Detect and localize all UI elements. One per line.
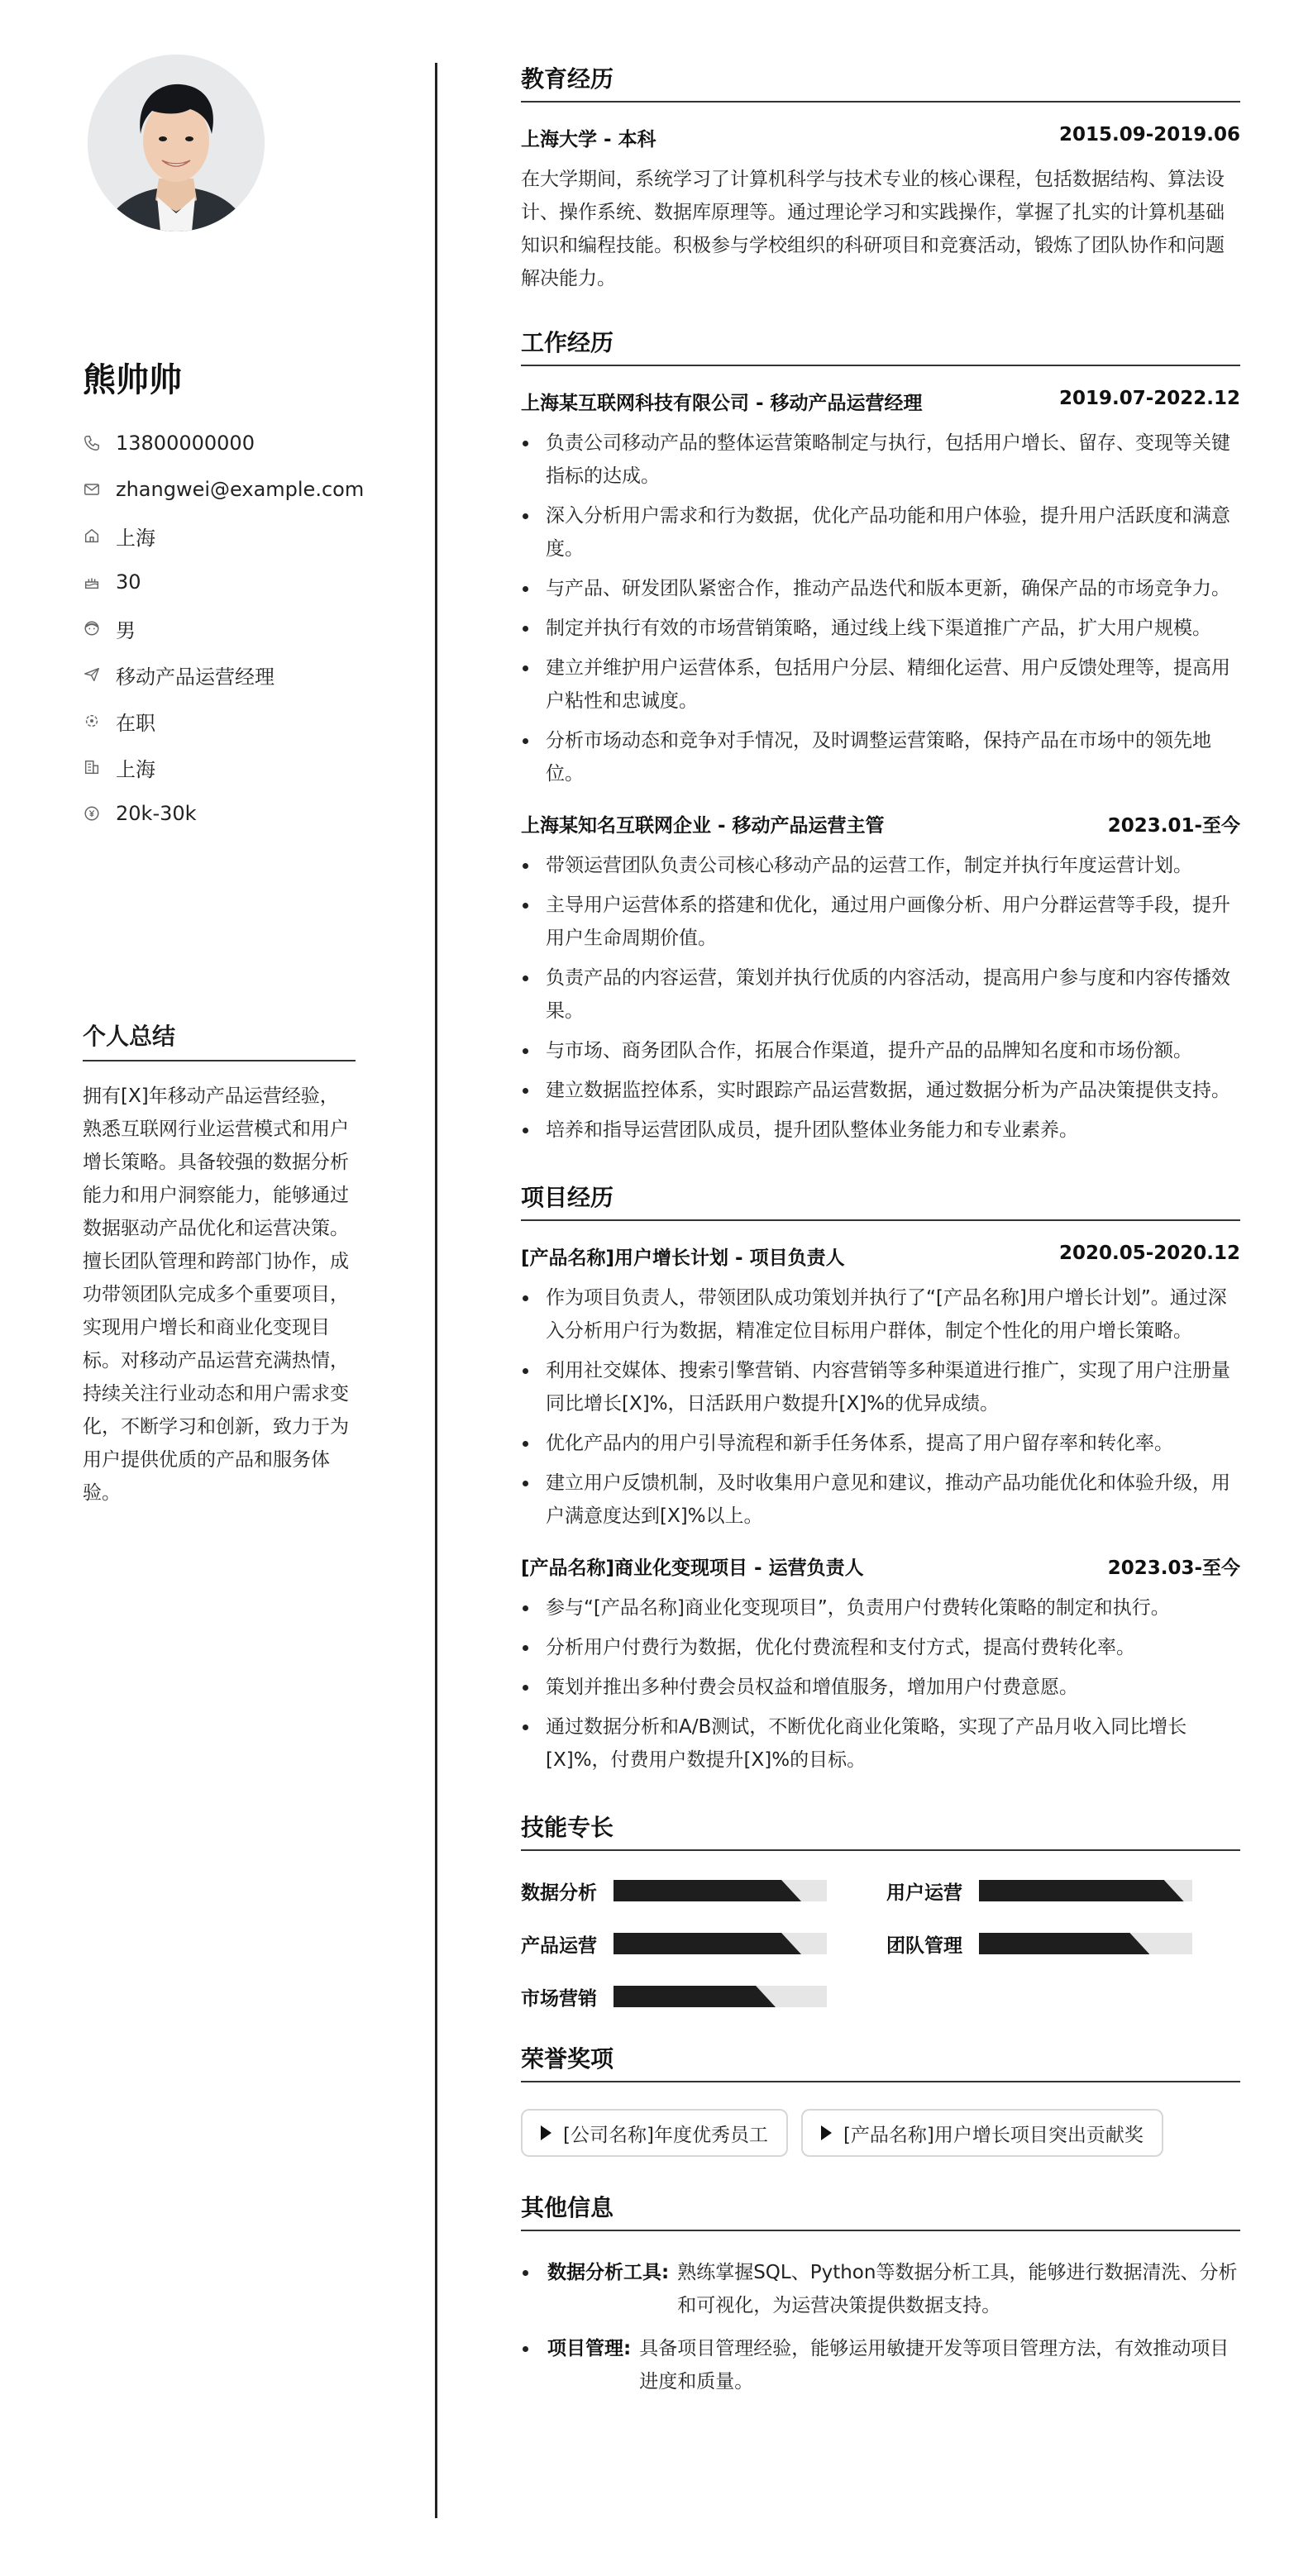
list-item: 建立并维护用户运营体系，包括用户分层、精细化运营、用户反馈处理等，提高用户粘性和忠诚度。 <box>521 651 1240 718</box>
other-text: 熟练掌握SQL、Python等数据分析工具，能够进行数据清洗、分析和可视化，为运营决策提供数据支持。 <box>677 2262 1238 2316</box>
skill-bar <box>614 1986 827 2007</box>
education-section <box>521 61 1240 295</box>
list-item: 主导用户运营体系的搭建和优化，通过用户画像分析、用户分群运营等手段，提升用户生命周期价值。 <box>521 889 1240 955</box>
skill-bar <box>979 1933 1192 1954</box>
skill-item <box>886 1929 1240 1958</box>
list-item: 负责产品的内容运营，策划并执行优质的内容活动，提高用户参与度和内容传播效果。 <box>521 961 1240 1028</box>
job-duties <box>521 849 1240 1147</box>
skills-section <box>521 1810 1240 2011</box>
list-item <box>521 2256 1240 2322</box>
contact-info-list <box>83 420 430 837</box>
skill-bar <box>614 1933 827 1954</box>
summary-text: 拥有[X]年移动产品运营经验，熟悉互联网行业运营模式和用户增长策略。具备较强的数据分析能力和用户洞察能力，能够通过数据驱动产品优化和运营决策。擅长团队管理和跨部门协作，成功带领团队完成多个重要项目，实现用户增长和商业化变现目标。对移动产品运营充满热情，持续关注行业动态和用户需求变化，不断学习和创新，致力于为用户提供优质的产品和服务体验。 <box>83 1085 349 1504</box>
other-text: 具备项目管理经验，能够运用敏捷开发等项目管理方法，有效推动项目进度和质量。 <box>639 2338 1229 2392</box>
list-item <box>521 2332 1240 2398</box>
skill-name: 产品运营 <box>521 1934 597 1957</box>
info-position <box>83 651 430 698</box>
education-header <box>521 124 1240 151</box>
honors-section <box>521 2041 1240 2157</box>
project-items <box>521 1281 1240 1533</box>
skill-name: 数据分析 <box>521 1882 597 1904</box>
skill-bar-fill <box>614 1986 776 2007</box>
list-item: 分析用户付费行为数据，优化付费流程和支付方式，提高付费转化率。 <box>521 1631 1240 1664</box>
list-item: 作为项目负责人，带领团队成功策划并执行了“[产品名称]用户增长计划”。通过深入分析用户行为数据，精准定位目标用户群体，制定个性化的用户增长策略。 <box>521 1281 1240 1348</box>
skill-bar <box>979 1880 1192 1901</box>
list-item: 深入分析用户需求和行为数据，优化产品功能和用户体验，提升用户活跃度和满意度。 <box>521 499 1240 565</box>
other-section <box>521 2190 1240 2398</box>
project-items <box>521 1591 1240 1777</box>
project-date: 2023.03-至今 <box>1107 1558 1240 1579</box>
info-text: zhangwei@example.com <box>116 478 365 501</box>
skill-name: 用户运营 <box>886 1882 962 1904</box>
list-item: 建立用户反馈机制，及时收集用户意见和建议，推动产品功能优化和体验升级，用户满意度达到[X]%以上。 <box>521 1467 1240 1533</box>
mail-icon <box>83 480 101 499</box>
work-section <box>521 325 1240 1147</box>
home-icon <box>83 527 101 545</box>
skill-item <box>886 1876 1240 1906</box>
skill-bar-fill <box>614 1880 801 1901</box>
info-location <box>83 513 430 559</box>
phone-icon <box>83 434 101 452</box>
other-title: 其他信息 <box>521 2190 1240 2231</box>
avatar <box>88 55 265 231</box>
summary-title: 个人总结 <box>83 1018 356 1061</box>
award-label: [公司名称]年度优秀员工 <box>563 2124 768 2146</box>
project-title: [产品名称]用户增长计划 - 项目负责人 <box>521 1247 845 1269</box>
info-text: 20k-30k <box>116 802 197 825</box>
person-name: 熊帅帅 <box>83 361 182 399</box>
list-item: 参与“[产品名称]商业化变现项目”，负责用户付费转化策略的制定和执行。 <box>521 1591 1240 1624</box>
education-description: 在大学期间，系统学习了计算机科学与技术专业的核心课程，包括数据结构、算法设计、操作系统、数据库原理等。通过理论学习和实践操作，掌握了扎实的计算机基础知识和编程技能。积极参与学校组织的科研项目和竞赛活动，锻炼了团队协作和问题解决能力。 <box>521 169 1225 289</box>
job-title: 上海某知名互联网企业 - 移动产品运营主管 <box>521 815 885 837</box>
education-school: 上海大学 - 本科 <box>521 129 656 150</box>
status-icon <box>83 712 101 730</box>
skill-bar-fill <box>979 1880 1184 1901</box>
skill-bar <box>614 1880 827 1901</box>
project-header <box>521 1553 1240 1580</box>
info-status <box>83 698 430 744</box>
list-item: 与产品、研发团队紧密合作，推动产品迭代和版本更新，确保产品的市场竞争力。 <box>521 572 1240 605</box>
project-header <box>521 1243 1240 1270</box>
work-title: 工作经历 <box>521 325 1240 366</box>
info-text: 上海 <box>116 757 155 781</box>
list-item: 优化产品内的用户引导流程和新手任务体系，提高了用户留存率和转化率。 <box>521 1427 1240 1460</box>
info-age <box>83 559 430 605</box>
list-item: 带领运营团队负责公司核心移动产品的运营工作，制定并执行年度运营计划。 <box>521 849 1240 882</box>
info-email <box>83 466 430 513</box>
education-title: 教育经历 <box>521 61 1240 103</box>
cake-icon <box>83 573 101 591</box>
info-phone <box>83 420 430 466</box>
skill-bar-fill <box>979 1933 1149 1954</box>
building-icon <box>83 758 101 776</box>
list-item: 分析市场动态和竞争对手情况，及时调整运营策略，保持产品在市场中的领先地位。 <box>521 724 1240 790</box>
award-label: [产品名称]用户增长项目突出贡献奖 <box>843 2124 1144 2146</box>
skill-item <box>521 1929 886 1958</box>
job-header <box>521 388 1240 415</box>
project-title: [产品名称]商业化变现项目 - 运营负责人 <box>521 1558 864 1579</box>
info-gender <box>83 605 430 651</box>
column-divider <box>435 63 437 2518</box>
info-text: 上海 <box>116 526 155 550</box>
info-target-city <box>83 744 430 790</box>
skill-bar-fill <box>614 1933 801 1954</box>
list-item: 策划并推出多种付费会员权益和增值服务，增加用户付费意愿。 <box>521 1671 1240 1704</box>
job-date: 2019.07-2022.12 <box>1058 388 1240 409</box>
list-item: 与市场、商务团队合作，拓展合作渠道，提升产品的品牌知名度和市场份额。 <box>521 1034 1240 1067</box>
list-item: 建立数据监控体系，实时跟踪产品运营数据，通过数据分析为产品决策提供支持。 <box>521 1074 1240 1107</box>
avatar-portrait-icon <box>88 55 265 231</box>
other-list <box>521 2256 1240 2398</box>
play-icon <box>821 2125 832 2140</box>
skill-name: 团队管理 <box>886 1934 962 1957</box>
skills-grid <box>521 1876 1240 2011</box>
send-icon <box>83 665 101 684</box>
info-text: 13800000000 <box>116 432 255 455</box>
other-label: 数据分析工具: <box>547 2262 670 2283</box>
job-title: 上海某互联网科技有限公司 - 移动产品运营经理 <box>521 393 923 414</box>
info-text: 30 <box>116 570 141 594</box>
projects-title: 项目经历 <box>521 1180 1240 1221</box>
project-date: 2020.05-2020.12 <box>1058 1243 1240 1264</box>
job-date: 2023.01-至今 <box>1107 815 1240 837</box>
job-duties <box>521 427 1240 790</box>
job-header <box>521 810 1240 837</box>
skill-item <box>521 1982 886 2011</box>
list-item: 培养和指导运营团队成员，提升团队整体业务能力和专业素养。 <box>521 1114 1240 1147</box>
list-item: 通过数据分析和A/B测试，不断优化商业化策略，实现了产品月收入同比增长[X]%，付费用户数提升[X]%的目标。 <box>521 1710 1240 1777</box>
sidebar <box>0 0 437 2576</box>
award-badge <box>521 2109 788 2157</box>
info-text: 男 <box>116 618 136 642</box>
honors-list <box>521 2109 1240 2157</box>
award-badge <box>801 2109 1163 2157</box>
skills-title: 技能专长 <box>521 1810 1240 1851</box>
skill-item <box>521 1876 886 1906</box>
info-text: 在职 <box>116 711 155 735</box>
projects-section <box>521 1180 1240 1777</box>
salary-icon <box>83 804 101 823</box>
list-item: 负责公司移动产品的整体运营策略制定与执行，包括用户增长、留存、变现等关键指标的达成。 <box>521 427 1240 493</box>
skill-name: 市场营销 <box>521 1987 597 2010</box>
other-label: 项目管理: <box>547 2338 632 2359</box>
play-icon <box>541 2125 551 2140</box>
info-salary <box>83 790 430 837</box>
face-icon <box>83 619 101 637</box>
main-content <box>521 61 1240 2408</box>
education-date: 2015.09-2019.06 <box>1058 124 1240 145</box>
list-item: 利用社交媒体、搜索引擎营销、内容营销等多种渠道进行推广，实现了用户注册量同比增长[X]%，日活跃用户数提升[X]%的优异成绩。 <box>521 1354 1240 1420</box>
info-text: 移动产品运营经理 <box>116 665 275 689</box>
honors-title: 荣誉奖项 <box>521 2041 1240 2082</box>
list-item: 制定并执行有效的市场营销策略，通过线上线下渠道推广产品，扩大用户规模。 <box>521 612 1240 645</box>
